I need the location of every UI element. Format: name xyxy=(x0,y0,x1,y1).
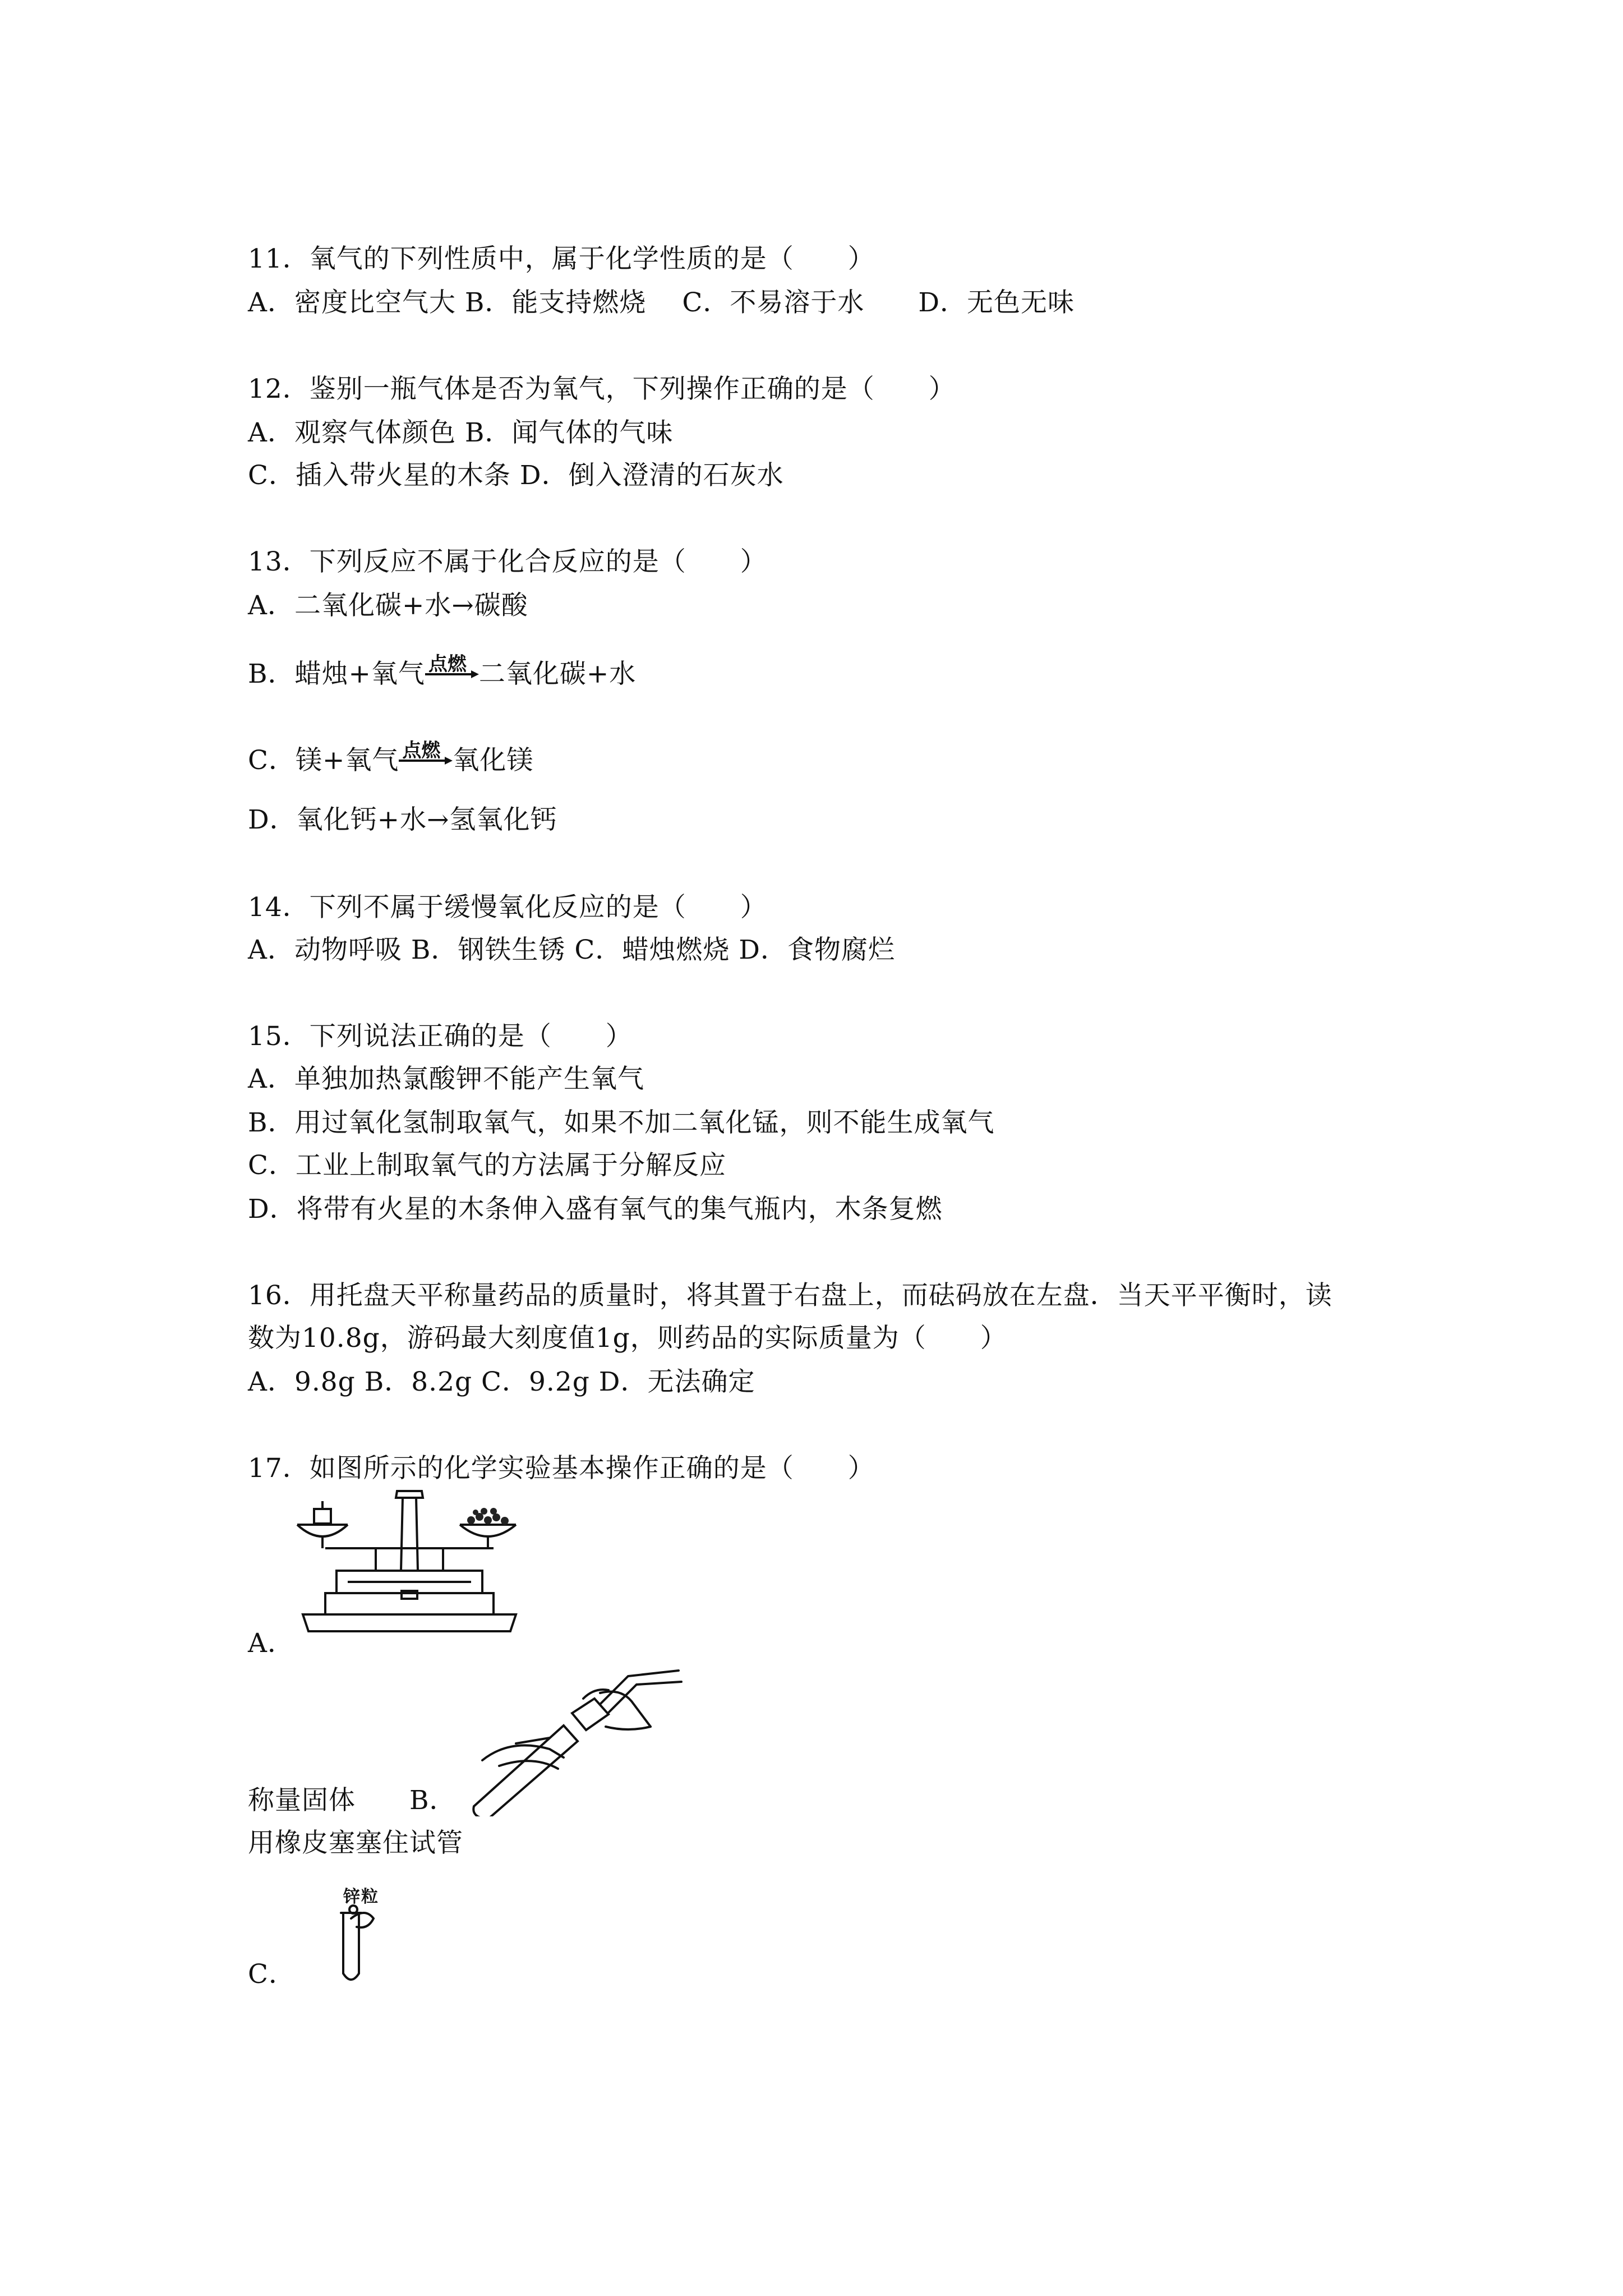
question-15-option-b: B．用过氧化氢制取氧气，如果不加二氧化锰，则不能生成氧气 xyxy=(248,1107,995,1138)
caption-b: 用橡皮塞塞住试管 xyxy=(248,1828,463,1858)
question-14-stem: 14．下列不属于缓慢氧化反应的是（ ） xyxy=(248,892,767,923)
zinc-test-tube-figure xyxy=(334,1902,385,1986)
question-13-option-d: D．氧化钙+水→氢氧化钙 xyxy=(248,804,557,835)
zinc-label: 锌粒 xyxy=(343,1887,379,1907)
question-15-option-a: A．单独加热氯酸钾不能产生氧气 xyxy=(248,1064,644,1094)
reaction-arrow: 点燃 xyxy=(425,657,479,691)
question-15-option-c: C．工业上制取氧气的方法属于分解反应 xyxy=(248,1150,726,1181)
figure-c-label: C． xyxy=(248,1959,296,1990)
question-16-stem-line-2: 数为10.8g，游码最大刻度值1g，则药品的实际质量为（ ） xyxy=(248,1323,1007,1354)
test-tube-stopper-figure xyxy=(465,1659,690,1816)
figure-a-label: A． xyxy=(248,1628,294,1659)
balance-figure xyxy=(292,1487,527,1649)
question-12-options-ab: A．观察气体颜色 B．闻气体的气味 xyxy=(248,417,674,448)
question-13-stem: 13．下列反应不属于化合反应的是（ ） xyxy=(248,546,767,577)
question-11-options: A．密度比空气大 B．能支持燃烧 C．不易溶于水 D．无色无味 xyxy=(248,287,1075,318)
question-17-stem: 17．如图所示的化学实验基本操作正确的是（ ） xyxy=(248,1453,875,1484)
question-15-option-d: D．将带有火星的木条伸入盛有氧气的集气瓶内，木条复燃 xyxy=(248,1194,943,1225)
question-12-stem: 12．鉴别一瓶气体是否为氧气，下列操作正确的是（ ） xyxy=(248,374,956,404)
question-11-stem: 11．氧气的下列性质中，属于化学性质的是（ ） xyxy=(248,243,875,274)
question-16-options: A．9.8g B．8.2g C．9.2g D．无法确定 xyxy=(248,1366,755,1397)
question-15-stem: 15．下列说法正确的是（ ） xyxy=(248,1021,633,1052)
reaction-arrow: 点燃 xyxy=(399,744,453,777)
caption-a-and-label-b: 称量固体 B． xyxy=(248,1785,457,1816)
question-16-stem-line-1: 16．用托盘天平称量药品的质量时，将其置于右盘上，而砝码放在左盘．当天平平衡时，读 xyxy=(248,1280,1332,1311)
question-12-options-cd: C．插入带火星的木条 D．倒入澄清的石灰水 xyxy=(248,460,784,491)
question-14-options: A．动物呼吸 B．钢铁生锈 C．蜡烛燃烧 D．食物腐烂 xyxy=(248,935,895,965)
question-13-option-b: B．蜡烛+氧气 点燃 二氧化碳+水 xyxy=(248,657,636,691)
question-13-option-a: A．二氧化碳+水→碳酸 xyxy=(248,590,528,621)
question-13-option-c: C．镁+氧气 点燃 氧化镁 xyxy=(248,744,533,777)
